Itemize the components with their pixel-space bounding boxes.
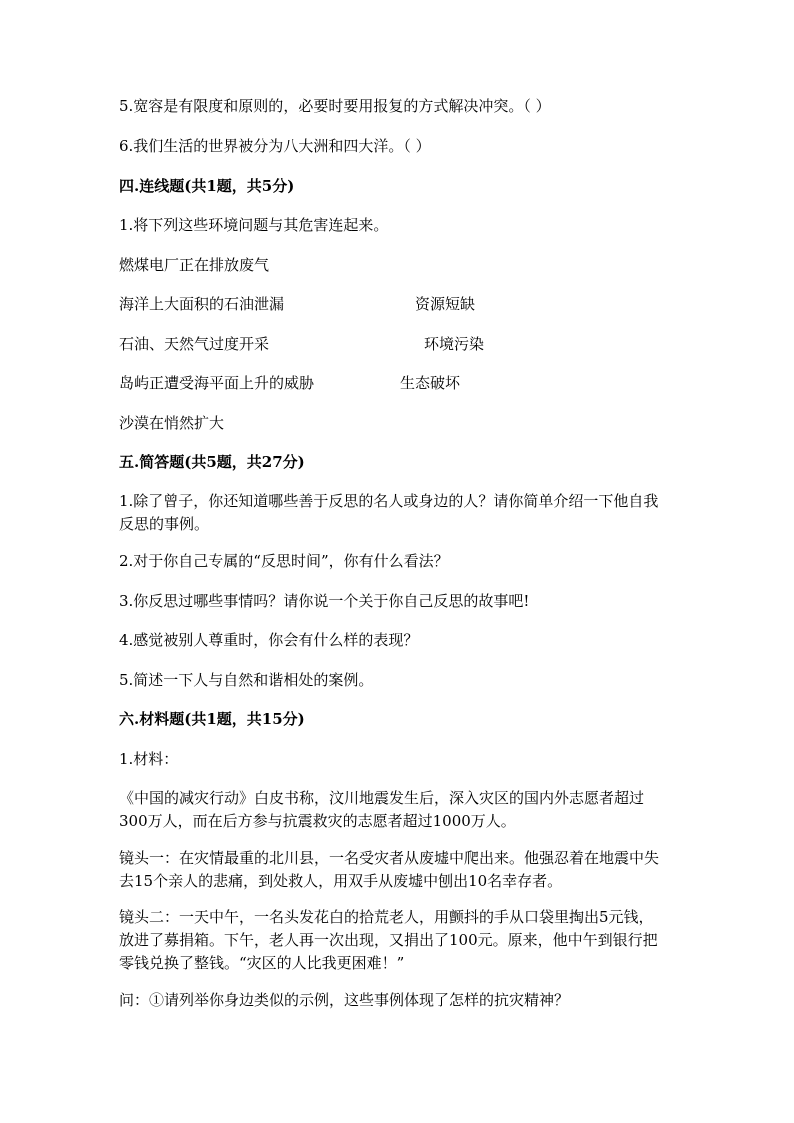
material-paragraph: 镜头一：在灾情最重的北川县，一名受灾者从废墟中爬出来。他强忍着在地震中失去15个亲人的悲痛，到处救人，用双手从废墟中刨出10名幸存者。	[119, 849, 660, 890]
short-answer-question-2: 2.对于你自己专属的“反思时间”，你有什么看法？	[119, 552, 449, 570]
judgement-item-5: 5.宽容是有限度和原则的，必要时要用报复的方式解决冲突。（ ）	[119, 97, 551, 115]
judgement-item-6: 6.我们生活的世界被分为八大洲和四大洋。（ ）	[119, 137, 431, 155]
matching-right-item: 生态破坏	[400, 374, 461, 392]
short-answer-question-4: 4.感觉被别人尊重时，你会有什么样的表现？	[119, 631, 419, 649]
short-answer-question-3: 3.你反思过哪些事情吗？请你说一个关于你自己反思的故事吧!	[119, 592, 530, 610]
material-paragraph: 镜头二：一天中午，一名头发花白的拾荒老人，用颤抖的手从口袋里掏出5元钱，放进了募捐箱。下午，老人再一次出现，又捐出了100元。原来，他中午到银行把零钱兑换了整钱。“灾区的人比我更困难！”	[119, 908, 658, 972]
section-5-heading: 五.简答题(共5题，共27分)	[119, 453, 305, 471]
section-6-heading: 六.材料题(共1题，共15分)	[119, 710, 305, 728]
material-paragraph: 《中国的减灾行动》白皮书称，汶川地震发生后，深入灾区的国内外志愿者超过300万人，而在后方参与抗震救灾的志愿者超过1000万人。	[119, 789, 645, 830]
short-answer-question-5: 5.简述一下人与自然和谐相处的案例。	[119, 671, 374, 689]
material-ask: 问：①请列举你身边类似的示例，这些事例体现了怎样的抗灾精神？	[119, 991, 570, 1009]
material-question: 1.材料：	[119, 750, 179, 768]
matching-left-item: 燃煤电厂正在排放废气	[119, 256, 270, 274]
short-answer-question-1: 1.除了曾子，你还知道哪些善于反思的名人或身边的人？请你简单介绍一下他自我反思的事例。	[119, 492, 659, 533]
matching-right-item: 环境污染	[424, 335, 485, 353]
section-4-heading: 四.连线题(共1题，共5分)	[119, 177, 295, 195]
matching-left-item: 海洋上大面积的石油泄漏	[119, 295, 285, 313]
matching-left-item: 石油、天然气过度开采	[119, 335, 270, 353]
matching-left-item: 沙漠在悄然扩大	[119, 414, 225, 432]
matching-left-item: 岛屿正遭受海平面上升的威胁	[119, 374, 315, 392]
matching-question: 1.将下列这些环境问题与其危害连起来。	[119, 216, 389, 234]
matching-right-item: 资源短缺	[415, 295, 476, 313]
